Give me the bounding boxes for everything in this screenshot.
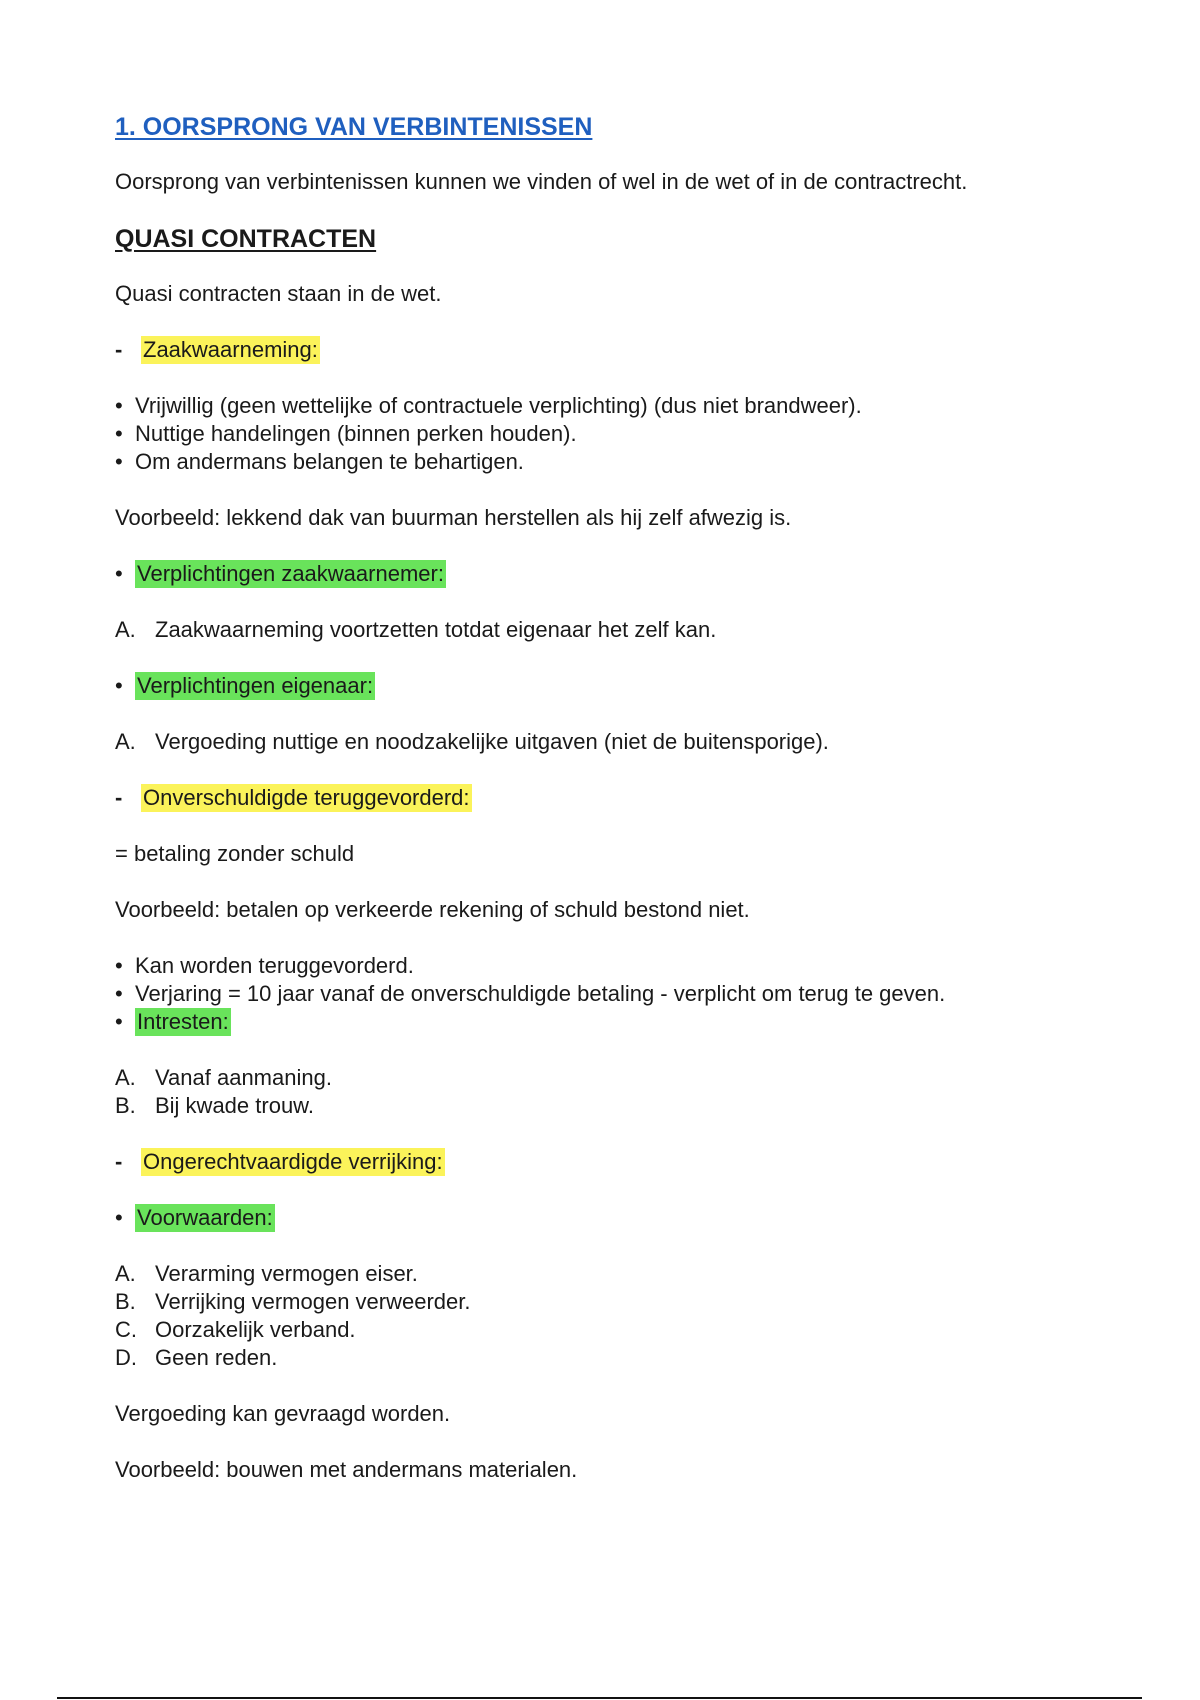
bullet-marker: •: [115, 393, 123, 418]
list-item: [115, 728, 1115, 756]
list-item: [115, 1204, 1115, 1232]
dash-marker: -: [115, 785, 123, 810]
definition-paragraph: = betaling zonder schuld: [115, 841, 355, 866]
lettered-list: [115, 728, 1115, 756]
list-letter: A.: [115, 729, 136, 754]
list-item-text: Verrijking vermogen verweerder.: [155, 1289, 471, 1314]
list-item: [115, 980, 1115, 1008]
dash-marker: -: [115, 337, 123, 362]
subtopic-label: Intresten:: [137, 1009, 229, 1034]
topic-label: Onverschuldigde teruggevorderd:: [143, 785, 470, 810]
topic-verrijking: [115, 1148, 1115, 1176]
list-letter: A.: [115, 617, 136, 642]
list-item: [115, 616, 1115, 644]
list-item: [115, 420, 1115, 448]
lettered-list: [115, 1064, 1115, 1120]
bullet-marker: •: [115, 981, 123, 1006]
bullet-list: [115, 560, 1115, 588]
list-letter: A.: [115, 1261, 136, 1286]
example-paragraph: Voorbeeld: betalen op verkeerde rekening of schuld bestond niet.: [115, 897, 750, 922]
list-item: [115, 1064, 1115, 1092]
list-item: [115, 560, 1115, 588]
list-item: [115, 1316, 1115, 1344]
list-item-text: Vanaf aanmaning.: [155, 1065, 332, 1090]
list-item-text: Vrijwillig (geen wettelijke of contractuele verplichting) (dus niet brandweer).: [135, 393, 862, 418]
list-item: [115, 448, 1115, 476]
list-item: [115, 952, 1115, 980]
list-item-text: Om andermans belangen te behartigen.: [135, 449, 524, 474]
list-item-text: Nuttige handelingen (binnen perken houden).: [135, 421, 577, 446]
subtopic-label: Verplichtingen eigenaar:: [137, 673, 374, 698]
list-item: [115, 672, 1115, 700]
bullet-marker: •: [115, 449, 123, 474]
section-intro: Quasi contracten staan in de wet.: [115, 281, 442, 306]
bullet-list: [115, 1204, 1115, 1232]
topic-label: Zaakwaarneming:: [143, 337, 318, 362]
page-bottom-rule: [57, 1697, 1142, 1699]
list-item: [115, 1008, 1115, 1036]
bullet-marker: •: [115, 561, 123, 586]
list-item: [115, 1344, 1115, 1372]
document-page: [115, 112, 1115, 1512]
list-item-text: Geen reden.: [155, 1345, 278, 1370]
section-heading: QUASI CONTRACTEN: [115, 225, 377, 253]
list-letter: B.: [115, 1289, 136, 1314]
page-title: 1. OORSPRONG VAN VERBINTENISSEN: [115, 113, 593, 141]
lettered-list: [115, 616, 1115, 644]
list-letter: A.: [115, 1065, 136, 1090]
dash-marker: -: [115, 1149, 123, 1174]
bullet-marker: •: [115, 673, 123, 698]
lettered-list: [115, 1260, 1115, 1372]
list-item-text: Vergoeding nuttige en noodzakelijke uitgaven (niet de buitensporige).: [155, 729, 829, 754]
subtopic-label: Voorwaarden:: [137, 1205, 273, 1230]
list-item-text: Kan worden teruggevorderd.: [135, 953, 414, 978]
bullet-list: [115, 952, 1115, 1036]
topic-zaakwaarneming: [115, 336, 1115, 364]
topic-onverschuldigd: [115, 784, 1115, 812]
list-item-text: Verarming vermogen eiser.: [155, 1261, 418, 1286]
bullet-marker: •: [115, 1009, 123, 1034]
list-item-text: Oorzakelijk verband.: [155, 1317, 356, 1342]
list-item: [115, 1092, 1115, 1120]
bullet-marker: •: [115, 1205, 123, 1230]
topic-label: Ongerechtvaardigde verrijking:: [143, 1149, 443, 1174]
example-paragraph: Voorbeeld: lekkend dak van buurman herstellen als hij zelf afwezig is.: [115, 505, 792, 530]
list-item-text: Bij kwade trouw.: [155, 1093, 314, 1118]
list-letter: C.: [115, 1317, 137, 1342]
bullet-list: [115, 672, 1115, 700]
list-item: [115, 392, 1115, 420]
intro-paragraph: Oorsprong van verbintenissen kunnen we vinden of wel in de wet of in de contractrecht.: [115, 169, 968, 194]
bullet-marker: •: [115, 421, 123, 446]
bullet-list: [115, 392, 1115, 476]
list-letter: D.: [115, 1345, 137, 1370]
compensation-paragraph: Vergoeding kan gevraagd worden.: [115, 1401, 451, 1426]
subtopic-label: Verplichtingen zaakwaarnemer:: [137, 561, 444, 586]
example-paragraph: Voorbeeld: bouwen met andermans materialen.: [115, 1457, 578, 1482]
bullet-marker: •: [115, 953, 123, 978]
list-item: [115, 1260, 1115, 1288]
list-item-text: Verjaring = 10 jaar vanaf de onverschuldigde betaling - verplicht om terug te geven.: [135, 981, 946, 1006]
list-item: [115, 1288, 1115, 1316]
list-letter: B.: [115, 1093, 136, 1118]
list-item-text: Zaakwaarneming voortzetten totdat eigenaar het zelf kan.: [155, 617, 717, 642]
